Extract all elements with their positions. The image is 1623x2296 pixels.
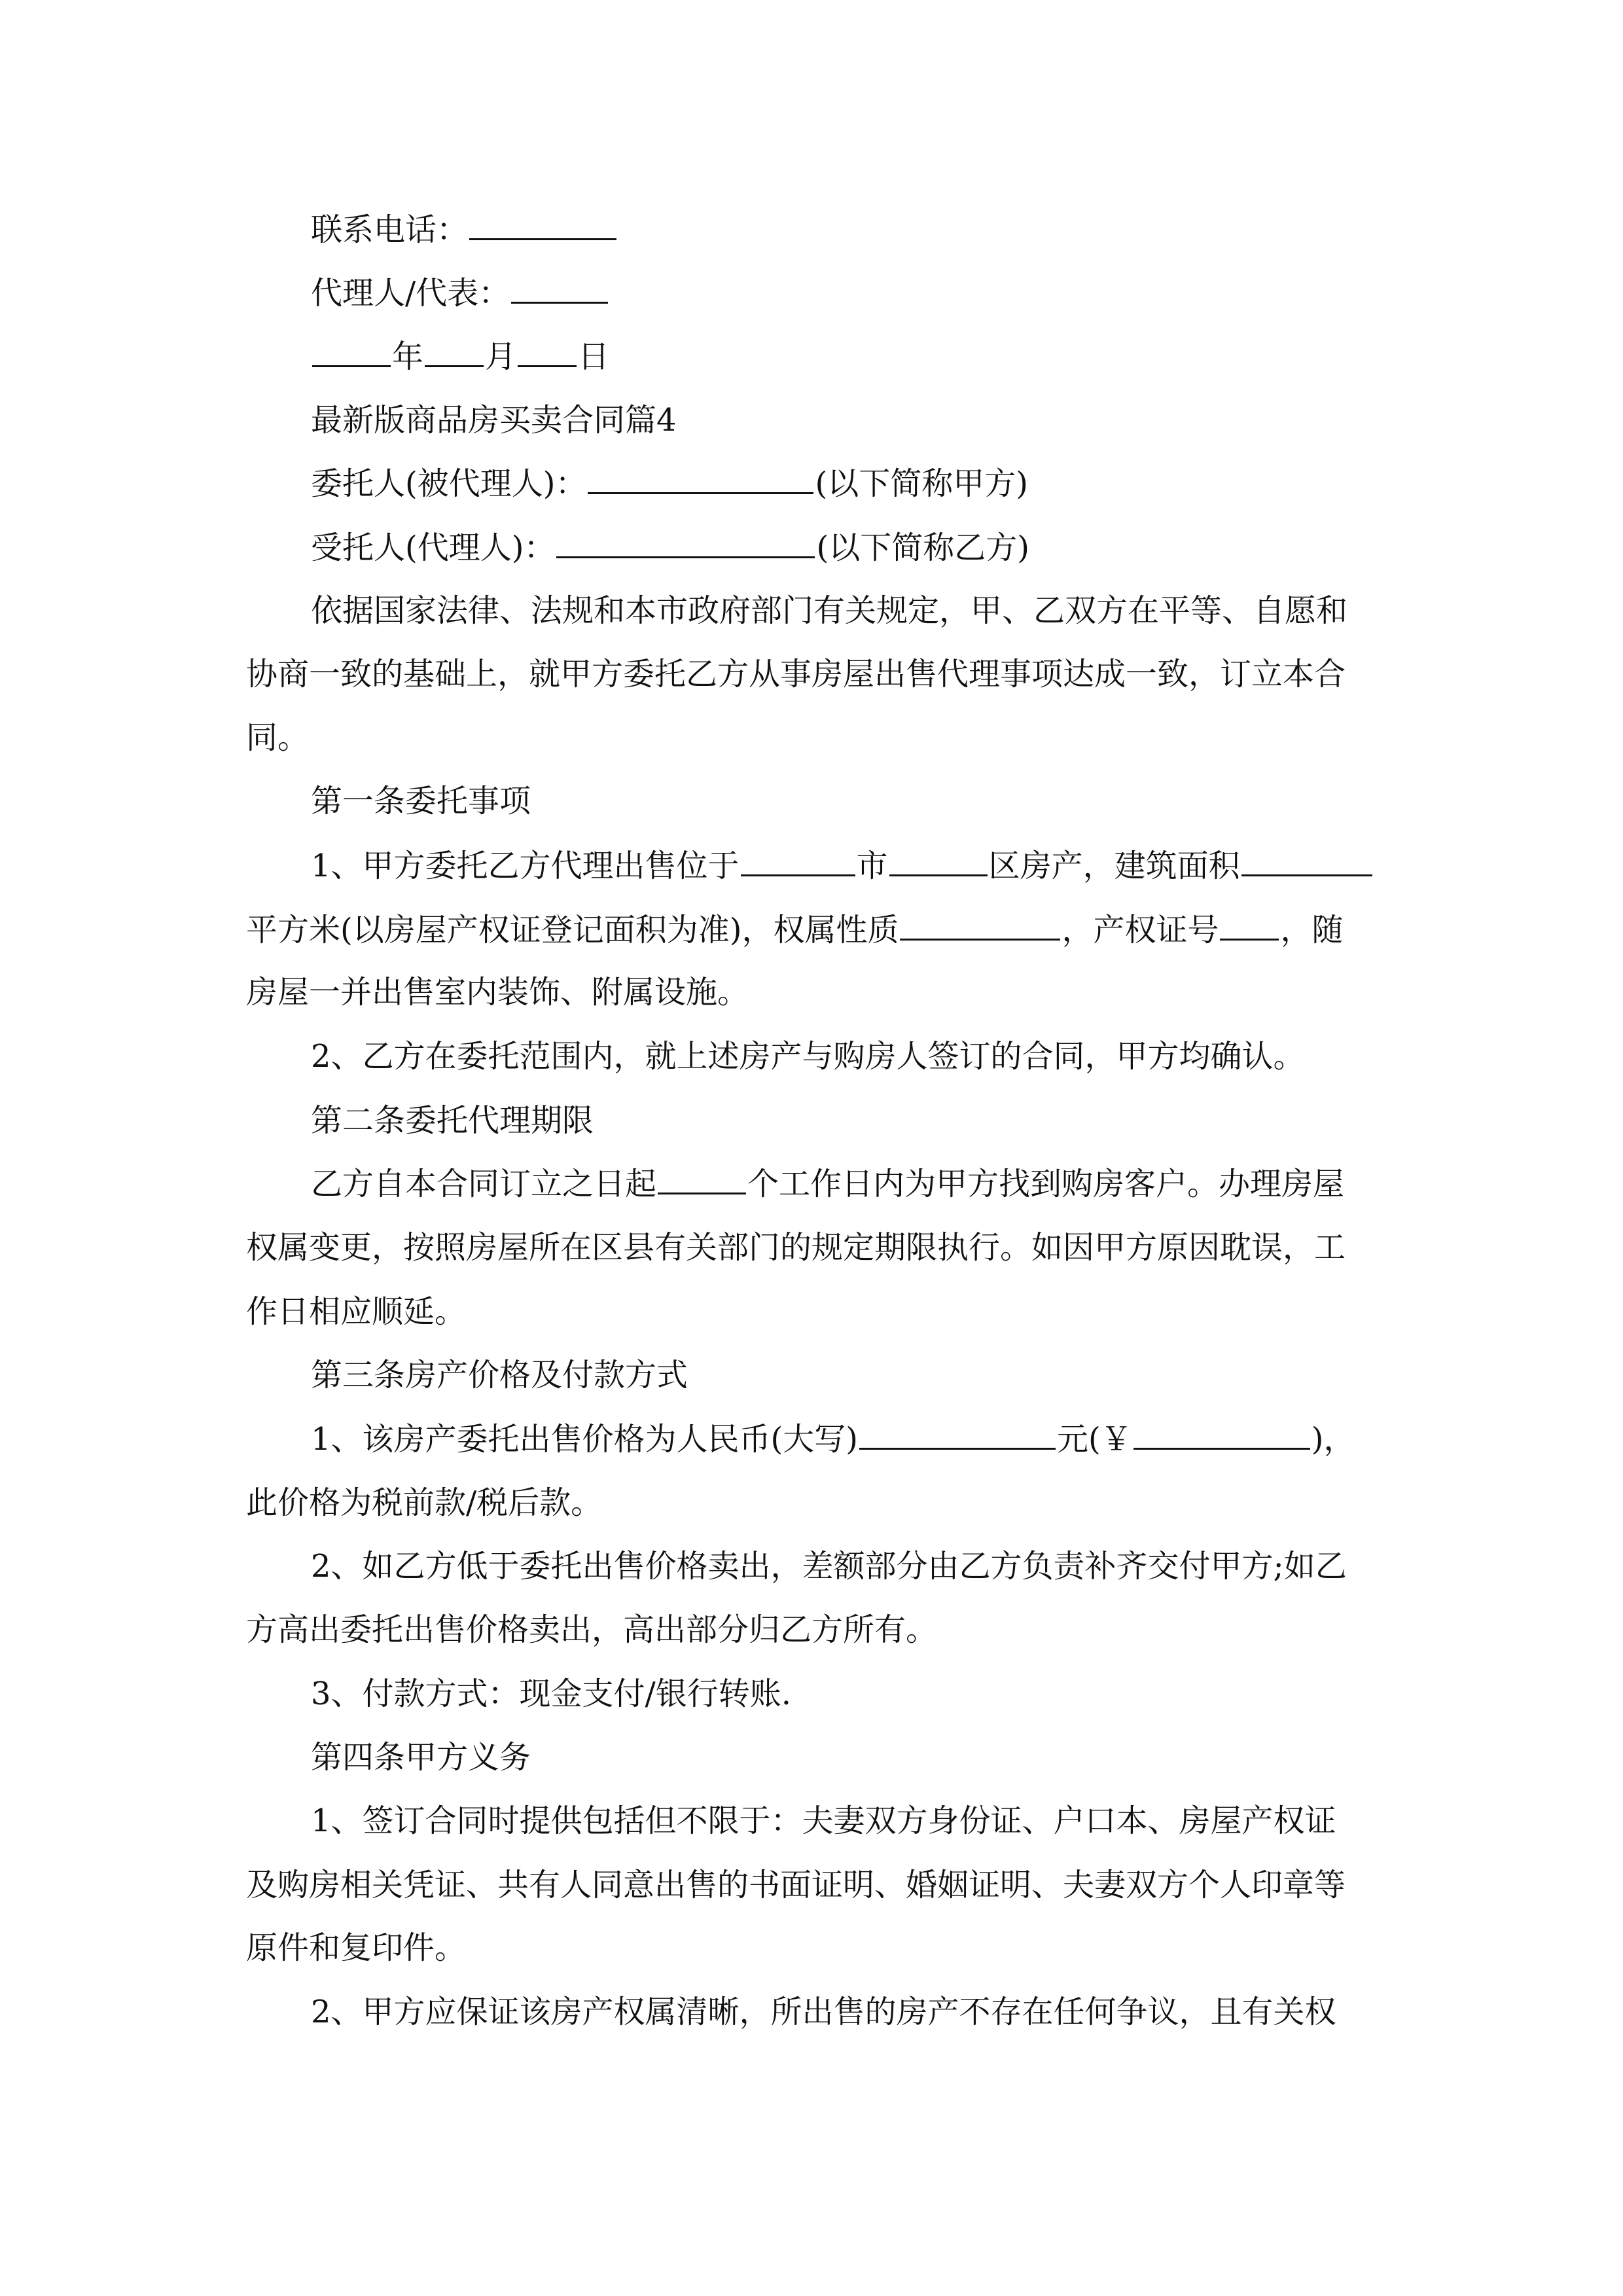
principal-note: (以下简称甲方) bbox=[815, 465, 1028, 502]
day-label: 日 bbox=[578, 338, 610, 375]
article-4-item-1-line-3: 原件和复印件。 bbox=[246, 1929, 467, 1966]
article-1-heading: 第一条委托事项 bbox=[311, 783, 531, 819]
contact-phone-label: 联系电话： bbox=[311, 211, 469, 248]
article-4-item-1-line-2: 及购房相关凭证、共有人同意出售的书面证明、婚姻证明、夫妻双方个人印章等 bbox=[246, 1867, 1346, 1903]
article-1-item-1-line-2: 平方米(以房屋产权证登记面积为准)，权属性质 ，产权证号 ，随 bbox=[246, 910, 1344, 949]
principal-blank bbox=[588, 463, 813, 494]
ownership-type-blank bbox=[900, 910, 1060, 941]
area-blank bbox=[1241, 846, 1372, 876]
article-2-heading: 第二条委托代理期限 bbox=[311, 1102, 594, 1139]
agent-note: (以下简称乙方) bbox=[816, 529, 1029, 566]
principal-line bbox=[311, 463, 1028, 503]
price-digits-blank bbox=[1133, 1419, 1310, 1450]
month-blank bbox=[425, 336, 484, 367]
preamble-line-3: 同。 bbox=[246, 719, 310, 756]
article-2-line-1: 乙方自本合同订立之日起 个工作日内为甲方找到购房客户。办理房屋 bbox=[311, 1164, 1344, 1203]
article-1-item-1-line-3: 房屋一并出售室内装饰、附属设施。 bbox=[246, 974, 749, 1011]
article-1-item-1-line-1: 1、甲方委托乙方代理出售位于 市 区房产，建筑面积 bbox=[311, 846, 1374, 885]
contact-phone-blank bbox=[469, 209, 616, 240]
city-blank bbox=[741, 846, 855, 876]
agent-blank bbox=[556, 528, 815, 558]
date-line bbox=[311, 336, 609, 376]
article-4-heading: 第四条甲方义务 bbox=[311, 1739, 531, 1776]
section-title: 最新版商品房买卖合同篇4 bbox=[311, 402, 677, 439]
year-blank bbox=[312, 336, 391, 367]
workdays-blank bbox=[658, 1164, 746, 1194]
price-words-blank bbox=[859, 1419, 1056, 1450]
day-blank bbox=[518, 336, 577, 367]
article-4-item-2-line-1: 2、甲方应保证该房产权属清晰，所出售的房产不存在任何争议，且有关权 bbox=[311, 1994, 1336, 2030]
agent-rep-line bbox=[311, 273, 609, 312]
contact-phone-line bbox=[311, 209, 618, 249]
agent-rep-blank bbox=[511, 273, 608, 304]
year-label: 年 bbox=[392, 338, 424, 375]
agent-label: 受托人(代理人)： bbox=[311, 529, 556, 566]
article-2-line-3: 作日相应顺延。 bbox=[246, 1293, 467, 1330]
article-3-item-2-line-2: 方高出委托出售价格卖出，高出部分归乙方所有。 bbox=[246, 1611, 938, 1648]
article-3-item-1-line-1: 1、该房产委托出售价格为人民币(大写) 元(￥ )， bbox=[311, 1419, 1355, 1458]
district-blank bbox=[889, 846, 988, 876]
agent-rep-label: 代理人/代表： bbox=[311, 275, 510, 312]
principal-label: 委托人(被代理人)： bbox=[311, 465, 587, 502]
agent-line bbox=[311, 528, 1029, 567]
article-4-item-1-line-1: 1、签订合同时提供包括但不限于：夫妻双方身份证、户口本、房屋产权证 bbox=[311, 1803, 1336, 1839]
preamble-line-2: 协商一致的基础上，就甲方委托乙方从事房屋出售代理事项达成一致，订立本合 bbox=[246, 656, 1346, 692]
article-3-heading: 第三条房产价格及付款方式 bbox=[311, 1357, 688, 1393]
article-3-item-1-line-2: 此价格为税前款/税后款。 bbox=[246, 1484, 603, 1521]
article-2-line-2: 权属变更，按照房屋所在区县有关部门的规定期限执行。如因甲方原因耽误，工 bbox=[246, 1229, 1346, 1266]
certificate-no-blank bbox=[1220, 910, 1279, 941]
month-label: 月 bbox=[485, 338, 517, 375]
article-1-item-2: 2、乙方在委托范围内，就上述房产与购房人签订的合同，甲方均确认。 bbox=[311, 1038, 1305, 1075]
article-3-item-3: 3、付款方式：现金支付/银行转账. bbox=[311, 1676, 791, 1712]
article-3-item-2-line-1: 2、如乙方低于委托出售价格卖出，差额部分由乙方负责补齐交付甲方;如乙 bbox=[311, 1548, 1347, 1585]
preamble-line-1: 依据国家法律、法规和本市政府部门有关规定，甲、乙双方在平等、自愿和 bbox=[311, 592, 1348, 629]
